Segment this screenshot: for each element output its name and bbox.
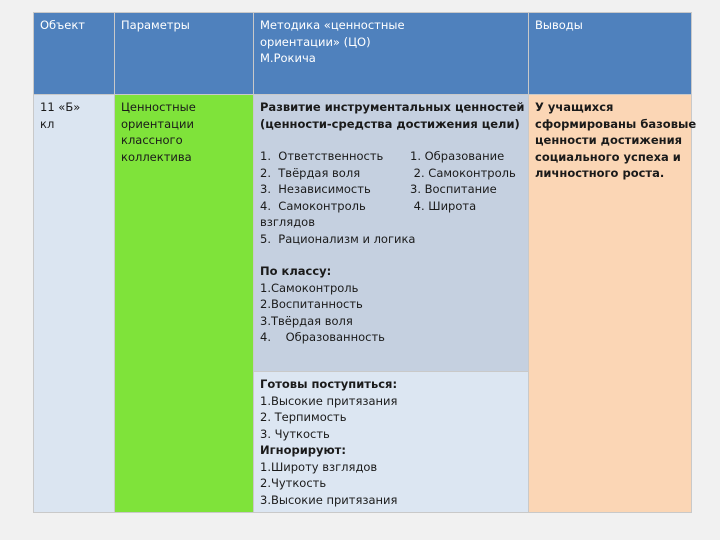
ranking-row: 4. Самоконтроль 4. Широта bbox=[260, 198, 477, 213]
header-params: Параметры bbox=[115, 13, 254, 95]
cell-params: Ценностные ориентации классного коллектива bbox=[115, 95, 254, 513]
method-title-line: (ценности-средства достижения цели) bbox=[260, 116, 520, 131]
ignore-title: Игнорируют: bbox=[260, 443, 346, 457]
ready-title: Готовы поступиться: bbox=[260, 377, 398, 391]
ranking-row: 2. Твёрдая воля 2. Самоконтроль bbox=[260, 165, 516, 180]
header-method: Методика «ценностные ориентации» (ЦО) М.Рокича bbox=[254, 13, 529, 95]
cell-sacrifice: Готовы поступиться: 1.Высокие притязания 2. Терпимость 3. Чуткость Игнорируют: 1.Широту взглядов 2.Чуткость 3.Высокие притязания bbox=[254, 372, 529, 513]
by-class-title: По классу: bbox=[260, 264, 332, 278]
header-conclusions: Выводы bbox=[529, 13, 692, 95]
data-row bbox=[34, 95, 692, 372]
header-object: Объект bbox=[34, 13, 115, 95]
cell-method-results: Развитие инструментальных ценностей (ценности-средства достижения цели) 1. Ответственность 1. Образование 2. Твёрдая воля 2. Самоконтроль 3. Независимость 3. Воспитание 4. Самоконтроль 4. Широта взглядов 5. Рационализм и логика По классу: 1.Самоконтроль 2.Воспитанность 3.Твёрдая воля 4. Образованность bbox=[254, 95, 529, 372]
method-title-line: Развитие инструментальных ценностей bbox=[260, 100, 525, 114]
cell-conclusions: У учащихся сформированы базовые ценности достижения социального успеха и личностного роста. bbox=[529, 95, 692, 513]
values-table bbox=[33, 12, 697, 513]
ranking-row: 1. Ответственность 1. Образование bbox=[260, 149, 505, 163]
ranking-row: 3. Независимость 3. Воспитание bbox=[260, 182, 497, 196]
header-row bbox=[34, 13, 692, 95]
cell-object: 11 «Б» кл bbox=[34, 95, 115, 513]
